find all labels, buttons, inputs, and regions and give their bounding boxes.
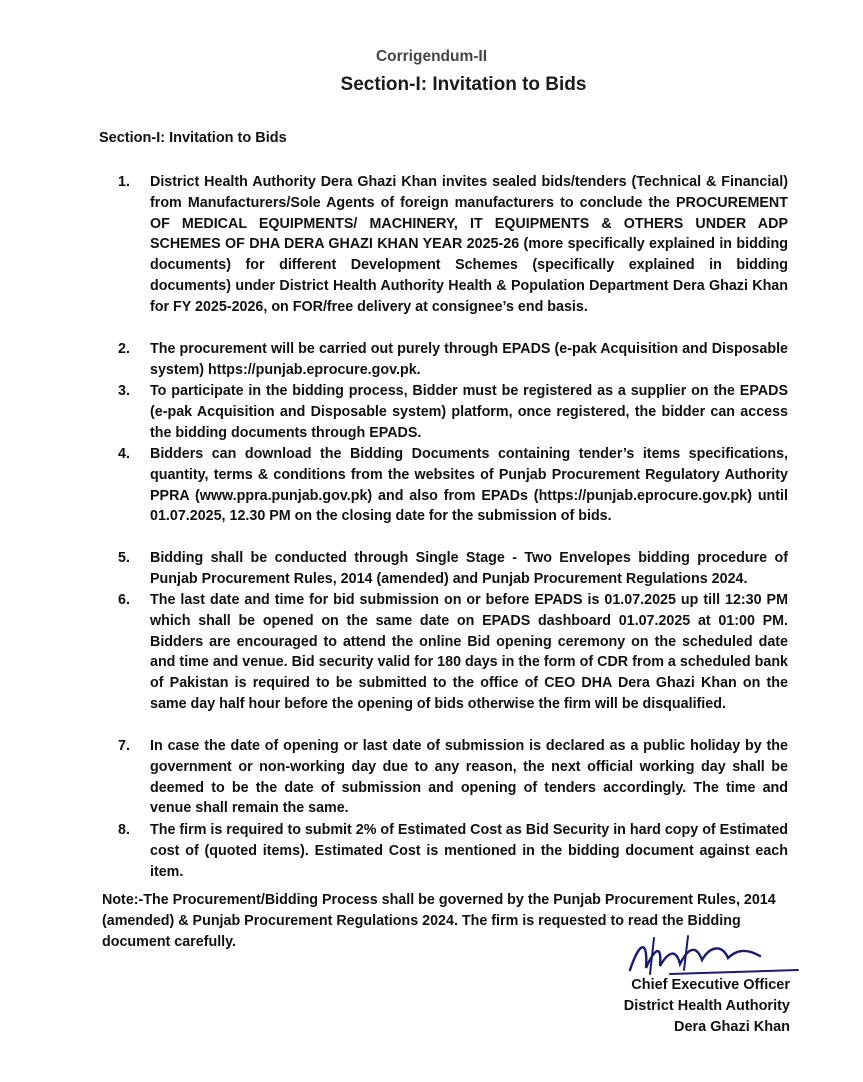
- list-item: [118, 736, 788, 820]
- note-paragraph: Note:-The Procurement/Bidding Process shall be governed by the Punjab Procurement Rules, 2014 (amended) & Punjab Procurement Regulations 2024. The firm is requested to read the Bidding document carefully.: [102, 892, 776, 950]
- list-item: [118, 820, 788, 883]
- item-number: 2.: [118, 341, 130, 357]
- item-number: 7.: [118, 738, 130, 754]
- list-item: [118, 172, 788, 339]
- list-item: [118, 444, 788, 548]
- item-number: 5.: [118, 550, 130, 566]
- item-text: District Health Authority Dera Ghazi Khan invites sealed bids/tenders (Technical & Financial) from Manufacturers/Sole Agents of foreign manufacturers to conclude the PROCUREMENT OF MEDICAL EQUIPMENTS/ MACHINERY, IT EQUIPMENTS & OTHERS UNDER ADP SCHEMES OF DHA DERA GHAZI KHAN YEAR 2025-26 (more specifically explained in bidding documents) for different Development Schemes (specifically explained in bidding documents) under District Health Authority Health & Population Department Dera Ghazi Khan for FY 2025-2026, on FOR/free delivery at consignee’s end basis.: [150, 174, 788, 315]
- item-text: To participate in the bidding process, Bidder must be registered as a supplier on the EPADS (e-pak Acquisition and Disposable system) platform, once registered, the bidder can access the bidding documents through EPADS.: [150, 383, 788, 441]
- item-number: 3.: [118, 383, 130, 399]
- signature-block: [590, 975, 790, 1038]
- item-text: The firm is required to submit 2% of Estimated Cost as Bid Security in hard copy of Estimated cost of (quoted items). Estimated Cost is mentioned in the bidding document against each item.: [150, 822, 788, 880]
- item-number: 8.: [118, 822, 130, 838]
- corrigendum-label: Corrigendum-II: [375, 48, 488, 65]
- list-item: [118, 590, 788, 736]
- item-text: Bidders can download the Bidding Documents containing tender’s items specifications, quantity, terms & conditions from the websites of Punjab Procurement Regulatory Authority PPRA (www.ppra.punjab.gov.pk) and also from EPADs (https://punjab.eprocure.gov.pk) until 01.07.2025, 12.30 PM on the closing date for the submission of bids.: [150, 446, 788, 525]
- list-item: [118, 339, 788, 381]
- page-title: Section-I: Invitation to Bids: [340, 74, 587, 95]
- list-item: [118, 381, 788, 444]
- signatory-place: Dera Ghazi Khan: [673, 1019, 790, 1035]
- signatory-office: District Health Authority: [623, 998, 790, 1014]
- signatory-designation: Chief Executive Officer: [631, 977, 790, 993]
- item-number: 4.: [118, 446, 130, 462]
- item-text: The procurement will be carried out purely through EPADS (e-pak Acquisition and Disposable system) https://punjab.eprocure.gov.pk.: [150, 341, 788, 378]
- section-heading: Section-I: Invitation to Bids: [99, 130, 287, 146]
- item-text: In case the date of opening or last date of submission is declared as a public holiday by the government or non-working day due to any reason, the next official working day shall be deemed to be the date of submission and opening of tenders accordingly. The time and venue shall remain the same.: [150, 738, 788, 817]
- item-number: 1.: [118, 174, 130, 190]
- item-number: 6.: [118, 592, 130, 608]
- bid-terms-list: [118, 172, 788, 883]
- item-text: Bidding shall be conducted through Single Stage - Two Envelopes bidding procedure of Punjab Procurement Rules, 2014 (amended) and Punjab Procurement Regulations 2024.: [150, 550, 788, 587]
- item-text: The last date and time for bid submission on or before EPADS is 01.07.2025 up till 12:30 PM which shall be opened on the same date on EPADS dashboard 01.07.2025 at 01:00 PM. Bidders are encouraged to attend the online Bid opening ceremony on the scheduled date and time and venue. Bid security valid for 180 days in the form of CDR from a scheduled bank of Pakistan is required to be submitted to the office of CEO DHA Dera Ghazi Khan on the same day half hour before the opening of bids otherwise the firm will be disqualified.: [150, 592, 788, 712]
- list-item: [118, 548, 788, 590]
